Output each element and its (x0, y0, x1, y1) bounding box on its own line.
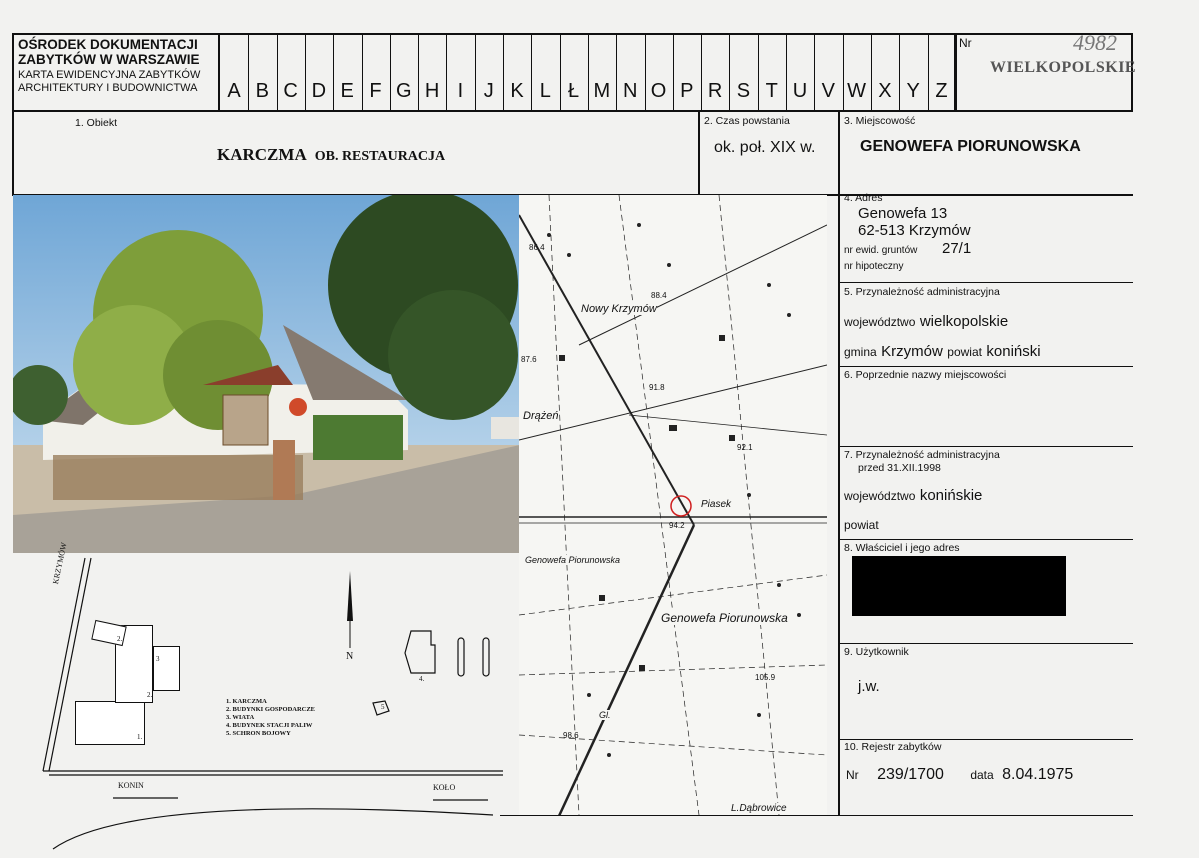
frame-top (12, 33, 1133, 35)
letter-index-11: L (539, 80, 551, 102)
object-name-main: KARCZMA (217, 145, 307, 164)
plot-value: 27/1 (942, 240, 972, 257)
road-label-krzymow: KRZYMÓW (51, 541, 69, 585)
legend-item: 5. SCHRON BOJOWY (226, 730, 291, 737)
admin-voivodeship-label: województwo (844, 315, 916, 329)
powiat-value: koniński (986, 343, 1041, 360)
old-powiat-label: powiat (844, 518, 879, 532)
admin-old-voivodeship (844, 487, 982, 505)
plan-number: 2. (117, 635, 123, 643)
legend-item: 4. BUDYNEK STACJI PALIW (226, 722, 313, 729)
site-plan-legend (226, 698, 315, 738)
map-elevation: 105.9 (755, 673, 776, 682)
letter-index-1: B (255, 80, 269, 102)
legend-item: 1. KARCZMA (226, 698, 267, 705)
right-row-6 (838, 446, 1133, 447)
letter-index-0: A (227, 80, 241, 102)
plan-number: 1. (137, 733, 143, 741)
institution-name (18, 37, 199, 67)
user-label: 9. Użytkownik (844, 646, 909, 658)
admin-gmina (844, 343, 1041, 361)
map-elevation: 92.1 (737, 443, 753, 452)
region-stamp: WIELKOPOLSKIE (990, 59, 1137, 76)
legend-item: 3. WIATA (226, 714, 255, 721)
legend-item: 2. BUDYNKI GOSPODARCZE (226, 706, 316, 713)
north-arrow-label: N (346, 651, 354, 662)
frame-left (12, 33, 14, 195)
right-row-9 (838, 739, 1133, 740)
plot-label: nr ewid. gruntów (844, 245, 918, 256)
old-voivodeship-value: konińskie (919, 487, 983, 504)
letter-index-3: D (311, 80, 327, 102)
card-type-line1: KARTA EWIDENCYJNA ZABYTKÓW (18, 69, 201, 81)
gmina-value: Krzymów (881, 343, 943, 360)
right-col-divider (838, 110, 840, 816)
letter-index-14: N (622, 80, 638, 102)
letter-index-7: H (424, 80, 440, 102)
gmina-label: gmina (844, 345, 877, 359)
map-label: Drążeń (523, 410, 559, 422)
register-nr-label: Nr (846, 768, 859, 782)
nr-value: 4982 (1073, 30, 1117, 55)
letter-index-4: E (340, 80, 354, 102)
road-label-konin: KONIN (118, 781, 144, 790)
locality-label: 3. Miejscowość (844, 115, 916, 127)
powiat-label: powiat (947, 345, 982, 359)
header-bottom (12, 110, 1133, 112)
address-label: 4. Adres (844, 192, 883, 204)
letter-index-9: J (483, 80, 494, 102)
letter-index-5: F (369, 80, 382, 102)
map-elevation: 94.2 (669, 521, 685, 530)
letter-index-12: Ł (568, 80, 580, 102)
letter-index-19: T (765, 80, 778, 102)
admin-label: 5. Przynależność administracyjna (844, 286, 1000, 298)
map-label: Gl. (599, 710, 611, 720)
previous-names-label: 6. Poprzednie nazwy miejscowości (844, 369, 1007, 381)
map-elevation: 86.4 (529, 243, 545, 252)
map-label: Piasek (701, 499, 732, 510)
old-voivodeship-label: województwo (844, 489, 916, 503)
plan-number: 4. (419, 675, 425, 683)
letter-index-20: U (792, 80, 808, 102)
admin-old-label1: 7. Przynależność administracyjna (844, 449, 1000, 461)
letter-index-24: Y (906, 80, 920, 102)
right-row-4 (838, 282, 1133, 283)
letter-index-2: C (283, 80, 298, 102)
letter-index-17: R (707, 80, 723, 102)
map-illustration (519, 195, 827, 816)
register-entry (846, 766, 1073, 784)
locality-value: GENOWEFA PIORUNOWSKA (860, 138, 1081, 155)
right-row-7 (838, 539, 1133, 540)
register-date-value: 8.04.1975 (1002, 766, 1074, 783)
right-row-5 (838, 366, 1133, 367)
letter-index-10: K (510, 80, 524, 102)
plan-number: 2. (147, 691, 153, 699)
register-label: 10. Rejestr zabytków (844, 741, 942, 753)
letter-index-16: P (680, 80, 694, 102)
nr-label: Nr (959, 36, 972, 50)
institution-line1: OŚRODEK DOKUMENTACJI (18, 37, 198, 52)
bottom-rule (500, 815, 1133, 816)
letter-divider (956, 33, 957, 111)
road-label-kolo: KOŁO (433, 783, 456, 792)
letter-index-21: V (821, 80, 835, 102)
letter-index-6: G (396, 80, 412, 102)
map-elevation: 91.8 (649, 383, 665, 392)
map-label: Genowefa Piorunowska (661, 611, 788, 625)
object-name (217, 145, 445, 165)
user-value: j.w. (858, 678, 880, 695)
letter-index-13: M (593, 80, 611, 102)
topographic-map (519, 195, 827, 816)
map-elevation: 88.4 (651, 291, 667, 300)
right-row-8 (838, 643, 1133, 644)
map-elevation: 98.6 (563, 731, 579, 740)
letter-index-8: I (457, 80, 464, 102)
map-label: L.Dąbrowice (731, 803, 787, 814)
card-type (18, 69, 200, 95)
register-nr-value: 239/1700 (877, 766, 944, 783)
admin-voivodeship-value: wielkopolskie (919, 313, 1009, 330)
institution-line2: ZABYTKÓW W WARSZAWIE (18, 52, 200, 67)
admin-voivodeship (844, 313, 1008, 331)
letter-index-22: W (847, 80, 867, 102)
map-elevation: 87.6 (521, 355, 537, 364)
letter-index-25: Z (935, 80, 948, 102)
period-label: 2. Czas powstania (704, 115, 790, 127)
owner-redaction (852, 556, 1066, 616)
register-date-label: data (970, 768, 994, 782)
plan-number: 5 (381, 703, 385, 711)
building-1-karczma (75, 701, 145, 745)
address-line2: 62-513 Krzymów (858, 222, 971, 239)
admin-old-label2: przed 31.XII.1998 (858, 462, 941, 474)
letter-index-23: X (878, 80, 892, 102)
card-type-line2: ARCHITEKTURY I BUDOWNICTWA (18, 82, 198, 94)
address-line1: Genowefa 13 (858, 205, 948, 222)
photo-illustration (13, 195, 520, 553)
building-photo (13, 195, 520, 553)
object-label: 1. Obiekt (75, 117, 118, 129)
letter-index-15: O (650, 80, 667, 102)
owner-label: 8. Właściciel i jego adres (844, 542, 960, 554)
period-value: ok. poł. XIX w. (714, 139, 816, 156)
building-3-shed (153, 646, 180, 691)
mortgage-label: nr hipoteczny (844, 261, 904, 272)
map-label: Genowefa Piorunowska (525, 555, 621, 565)
object-name-rest: OB. RESTAURACJA (314, 149, 446, 164)
letter-index-18: S (736, 80, 751, 102)
period-divider (698, 110, 700, 194)
plan-number: 3 (156, 655, 160, 663)
map-label: Nowy Krzymów (581, 303, 657, 315)
